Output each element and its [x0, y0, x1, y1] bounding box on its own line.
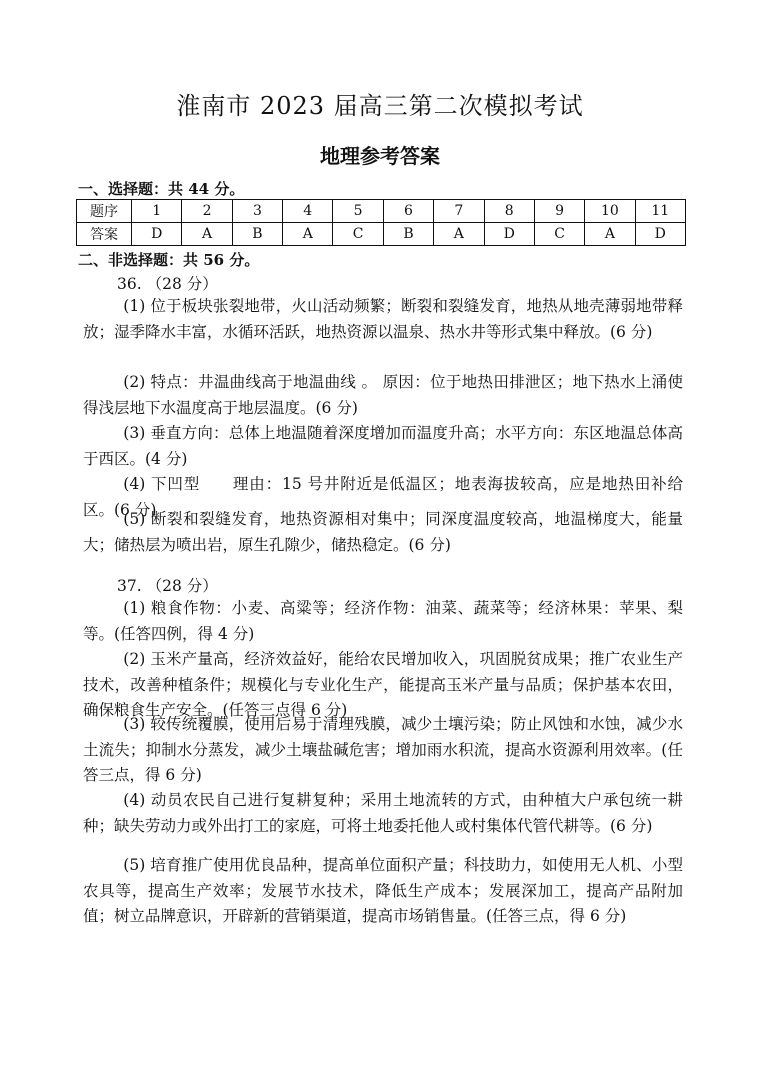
- q37-answer-5: (5) 培育推广使用优良品种，提高单位面积产量；科技助力，如使用无人机、小型农具等，提高生产效率；发展节水技术，降低生产成本；发展深加工，提高产品附加值；树立品牌意识，开辟新的营销渠道，提高市场销售量。(任答三点，得 6 分): [83, 856, 683, 925]
- q36-answer-3: (3) 垂直方向：总体上地温随着深度增加而温度升高；水平方向：东区地温总体高于西区。(4 分): [83, 424, 683, 468]
- question-number: 10: [585, 200, 635, 223]
- answer-cell: A: [434, 223, 484, 246]
- question-36-heading: 36. （28 分）: [117, 275, 218, 293]
- row-label: 答案: [77, 223, 132, 246]
- answer-cell: C: [534, 223, 584, 246]
- answer-cell: B: [232, 223, 282, 246]
- answer-cell: A: [283, 223, 333, 246]
- question-number: 11: [635, 200, 685, 223]
- answer-cell: B: [383, 223, 433, 246]
- answer-cell: D: [635, 223, 685, 246]
- question-number: 2: [182, 200, 232, 223]
- section-heading-nonchoice: 二、非选择题：共 56 分。: [78, 251, 260, 269]
- section-heading-choice: 一、选择题：共 44 分。: [78, 180, 245, 198]
- row-label: 题序: [77, 200, 132, 223]
- q36-answer-5: (5) 断裂和裂缝发育，地热资源相对集中；同深度温度较高，地温梯度大，能量大；储热层为喷出岩，原生孔隙少，储热稳定。(6 分): [83, 510, 683, 554]
- q37-answer-1: (1) 粮食作物：小麦、高粱等；经济作物：油菜、蔬菜等；经济林果：苹果、梨等。(任答四例，得 4 分): [83, 599, 683, 643]
- q37-answer-4: (4) 动员农民自己进行复耕复种；采用土地流转的方式，由种植大户承包统一耕种；缺失劳动力或外出打工的家庭，可将土地委托他人或村集体代管代耕等。(6 分): [83, 791, 683, 835]
- question-number: 1: [132, 200, 182, 223]
- question-number: 4: [283, 200, 333, 223]
- q36-answer-1: (1) 位于板块张裂地带，火山活动频繁；断裂和裂缝发育，地热从地壳薄弱地带释放；湿季降水丰富，水循环活跃，地热资源以温泉、热水井等形式集中释放。(6 分): [83, 297, 683, 341]
- table-row-numbers: [77, 200, 686, 223]
- q37-answer-3: (3) 较传统覆膜，使用后易于清理残膜，减少土壤污染；防止风蚀和水蚀，减少水土流失；抑制水分蒸发，减少土壤盐碱危害；增加雨水积流，提高水资源利用效率。(任答三点，得 6 分): [83, 715, 683, 784]
- question-number: 7: [434, 200, 484, 223]
- question-number: 3: [232, 200, 282, 223]
- question-37-heading: 37. （28 分）: [117, 577, 218, 595]
- q36-answer-4: (4) 下凹型 理由：15 号井附近是低温区；地表海拔较高，应是地热田补给区。(6 分): [83, 475, 683, 519]
- question-number: 8: [484, 200, 534, 223]
- question-number: 9: [534, 200, 584, 223]
- answer-cell: A: [182, 223, 232, 246]
- question-number: 5: [333, 200, 383, 223]
- table-row-answers: [77, 223, 686, 246]
- question-number: 6: [383, 200, 433, 223]
- answer-cell: A: [585, 223, 635, 246]
- answer-table: [76, 199, 686, 246]
- answer-cell: C: [333, 223, 383, 246]
- answer-cell: D: [132, 223, 182, 246]
- answer-cell: D: [484, 223, 534, 246]
- page-subtitle: 地理参考答案: [320, 144, 440, 168]
- q37-answer-2: (2) 玉米产量高，经济效益好，能给农民增加收入，巩固脱贫成果；推广农业生产技术，改善种植条件；规模化与专业化生产，能提高玉米产量与品质；保护基本农田，确保粮食生产安全。(任答三点得 6 分): [83, 650, 683, 719]
- page-title: 淮南市 2023 届高三第二次模拟考试: [176, 92, 584, 120]
- q36-answer-2: (2) 特点：井温曲线高于地温曲线 。 原因：位于地热田排泄区；地下热水上涌使得浅层地下水温度高于地层温度。(6 分): [83, 373, 683, 417]
